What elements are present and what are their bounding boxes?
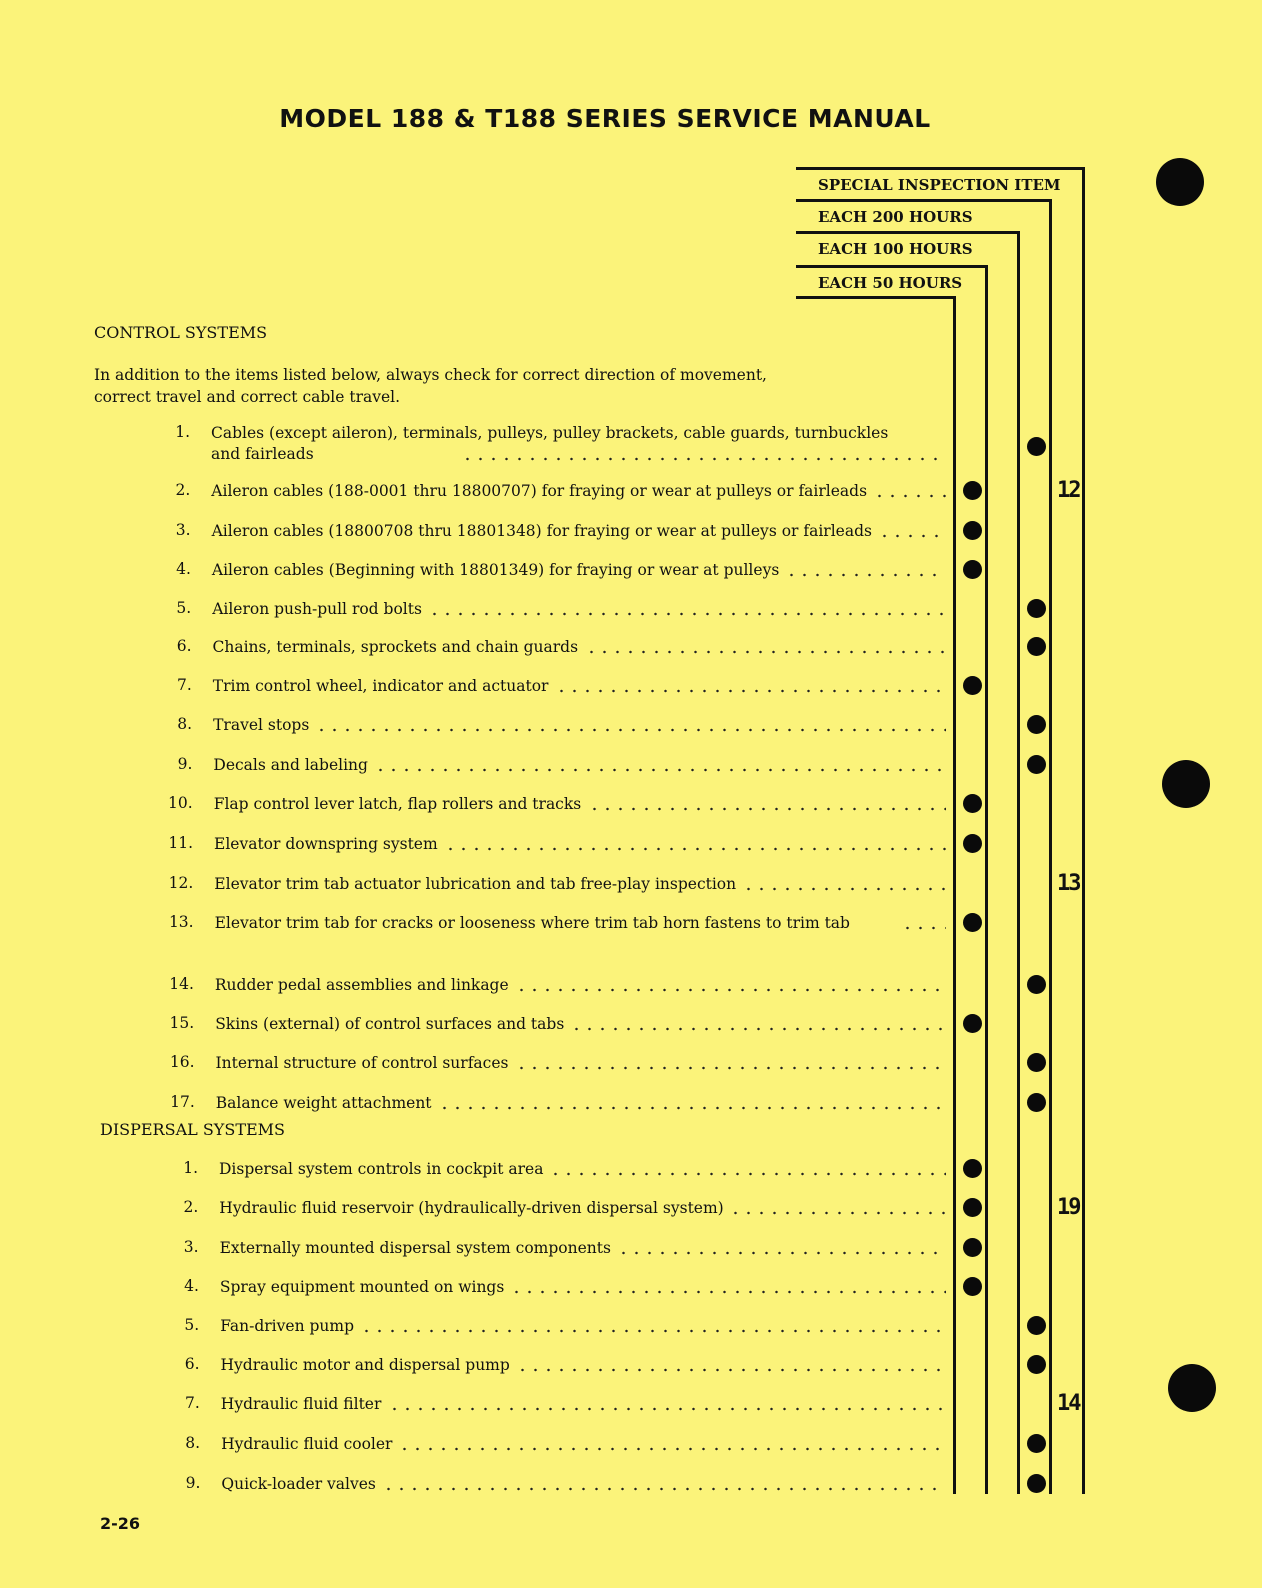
interval-mark-dot — [963, 521, 982, 540]
binder-hole-top — [1156, 158, 1204, 206]
interval-mark-dot — [963, 1238, 982, 1257]
item-text: Aileron cables (Beginning with 18801349) for fraying or wear at pulleys — [211, 561, 780, 579]
interval-mark-dot — [1027, 975, 1046, 994]
interval-mark-dot — [963, 481, 982, 500]
item-text: Hydraulic fluid cooler — [221, 1435, 393, 1453]
item-text: Balance weight attachment — [215, 1094, 432, 1112]
interval-mark-dot — [963, 560, 982, 579]
column-vertical-rule — [953, 296, 956, 1494]
leader-dots — [588, 807, 946, 811]
interval-mark-dot — [1027, 1355, 1046, 1374]
item-text: Elevator trim tab for cracks or looseness where trim tab horn fastens to trim tab — [214, 914, 850, 932]
item-text: Externally mounted dispersal system components — [219, 1239, 611, 1257]
item-number: 9. — [177, 755, 193, 773]
page-title: MODEL 188 & T188 SERIES SERVICE MANUAL — [279, 104, 931, 133]
item-number: 8. — [177, 715, 193, 733]
item-text: Cables (except aileron), terminals, pulleys, pulley brackets, cable guards, turnbuckles and fairleads — [211, 424, 889, 463]
interval-mark-dot — [1027, 599, 1046, 618]
leader-dots — [742, 887, 946, 891]
item-number: 12. — [168, 874, 194, 892]
leader-dots — [549, 1172, 946, 1176]
column-vertical-rule — [1082, 167, 1085, 1494]
item-number: 3. — [175, 521, 191, 539]
item-text: Hydraulic fluid filter — [220, 1395, 382, 1413]
leader-dots — [398, 1447, 946, 1451]
control-systems-heading: CONTROL SYSTEMS — [94, 323, 268, 342]
item-text: Elevator downspring system — [214, 835, 438, 853]
column-header-rule — [796, 199, 1052, 202]
item-number: 2. — [183, 1198, 199, 1216]
interval-mark-dot — [963, 1159, 982, 1178]
leader-dots — [438, 1106, 946, 1110]
item-text: Aileron cables (188-0001 thru 18800707) for fraying or wear at pulleys or fairleads — [211, 482, 868, 500]
item-number: 1. — [175, 423, 190, 441]
leader-dots — [315, 728, 946, 732]
item-text: Hydraulic fluid reservoir (hydraulically-driven dispersal system) — [219, 1199, 724, 1217]
interval-mark-dot — [963, 1014, 982, 1033]
leader-dots — [428, 612, 946, 616]
item-text: Skins (external) of control surfaces and tabs — [215, 1015, 565, 1033]
item-number: 4. — [184, 1277, 199, 1295]
item-number: 5. — [184, 1316, 200, 1334]
leader-dots — [444, 847, 946, 851]
item-text: Travel stops — [213, 716, 310, 734]
item-number: 4. — [176, 560, 191, 578]
item-text: Decals and labeling — [213, 756, 368, 774]
item-text: Spray equipment mounted on wings — [219, 1278, 505, 1296]
interval-mark-dot — [963, 794, 982, 813]
control-systems-intro: In addition to the items listed below, always check for correct direction of movement, correct travel and correct cable travel. — [94, 366, 767, 406]
column-header-rule — [796, 296, 956, 299]
item-text: Dispersal system controls in cockpit area — [219, 1160, 544, 1178]
item-number: 6. — [176, 637, 192, 655]
leader-dots — [388, 1407, 946, 1411]
column-vertical-rule — [1017, 231, 1020, 1494]
item-text: Aileron push-pull rod bolts — [212, 600, 422, 618]
interval-mark-dot — [1027, 437, 1046, 456]
column-header-rule — [796, 265, 988, 268]
item-number: 7. — [177, 676, 192, 694]
leader-dots — [873, 494, 946, 498]
item-text: Elevator trim tab actuator lubrication and tab free-play inspection — [214, 875, 737, 893]
column-header-label: EACH 50 HOURS — [818, 274, 963, 292]
item-text: Hydraulic motor and dispersal pump — [220, 1356, 510, 1374]
leader-dots — [570, 1027, 946, 1031]
item-number: 2. — [175, 481, 191, 499]
interval-mark-dot — [1027, 1474, 1046, 1493]
leader-dots — [555, 689, 946, 693]
item-number: 14. — [169, 975, 194, 993]
item-number: 13. — [168, 913, 194, 931]
interval-mark-dot — [963, 913, 982, 932]
item-text: Flap control lever latch, flap rollers and tracks — [213, 795, 582, 813]
item-text: Aileron cables (18800708 thru 18801348) for fraying or wear at pulleys or fairleads — [211, 522, 872, 540]
item-number: 9. — [185, 1474, 201, 1492]
interval-mark-dot — [1027, 755, 1046, 774]
item-text: Rudder pedal assemblies and linkage — [214, 976, 509, 994]
leader-dots — [878, 534, 946, 538]
interval-mark-dot — [963, 676, 982, 695]
leader-dots — [617, 1251, 946, 1255]
item-number: 11. — [168, 834, 193, 852]
leader-dots — [374, 768, 946, 772]
interval-mark-dot — [1027, 1434, 1046, 1453]
leader-dots — [515, 1066, 946, 1070]
item-number: 3. — [183, 1238, 199, 1256]
special-inspection-reference: 19 — [1057, 1195, 1080, 1220]
column-header-label: EACH 200 HOURS — [818, 208, 973, 226]
item-number: 15. — [169, 1014, 195, 1032]
column-header-label: SPECIAL INSPECTION ITEM — [818, 176, 1061, 194]
binder-hole-bottom — [1168, 1364, 1216, 1412]
leader-dots — [510, 1290, 946, 1294]
column-header-rule — [796, 231, 1020, 234]
interval-mark-dot — [1027, 1093, 1046, 1112]
item-text: Trim control wheel, indicator and actuator — [212, 677, 549, 695]
dispersal-systems-heading: DISPERSAL SYSTEMS — [100, 1120, 286, 1139]
leader-dots — [785, 573, 946, 577]
leader-dots — [585, 650, 946, 654]
interval-mark-dot — [1027, 715, 1046, 734]
leader-dots — [515, 988, 946, 992]
leader-dots — [729, 1211, 946, 1215]
interval-mark-dot — [1027, 1316, 1046, 1335]
column-header-rule — [796, 167, 1085, 170]
item-number: 6. — [184, 1355, 200, 1373]
item-number: 1. — [183, 1159, 198, 1177]
special-inspection-reference: 14 — [1057, 1391, 1080, 1416]
item-number: 7. — [185, 1394, 200, 1412]
item-number: 8. — [185, 1434, 201, 1452]
interval-mark-dot — [1027, 1053, 1046, 1072]
item-number: 16. — [169, 1053, 195, 1071]
column-header-label: EACH 100 HOURS — [818, 240, 973, 258]
binder-hole-middle — [1162, 760, 1210, 808]
item-number: 5. — [176, 599, 192, 617]
item-text: Chains, terminals, sprockets and chain guards — [212, 638, 579, 656]
page-number: 2-26 — [100, 1514, 141, 1533]
special-inspection-reference: 13 — [1057, 871, 1080, 896]
interval-mark-dot — [963, 1277, 982, 1296]
item-number: 10. — [168, 794, 193, 812]
interval-mark-dot — [963, 1198, 982, 1217]
leader-dots — [901, 926, 946, 930]
column-vertical-rule — [1049, 199, 1052, 1494]
special-inspection-reference: 12 — [1057, 478, 1080, 503]
item-number: 17. — [170, 1093, 195, 1111]
interval-mark-dot — [1027, 637, 1046, 656]
leader-dots — [382, 1487, 946, 1491]
leader-dots — [360, 1329, 946, 1333]
item-text: Internal structure of control surfaces — [215, 1054, 509, 1072]
interval-mark-dot — [963, 834, 982, 853]
leader-dots — [461, 457, 946, 461]
item-text: Quick-loader valves — [221, 1475, 376, 1493]
item-text: Fan-driven pump — [220, 1317, 355, 1335]
column-vertical-rule — [985, 265, 988, 1494]
leader-dots — [516, 1368, 946, 1372]
